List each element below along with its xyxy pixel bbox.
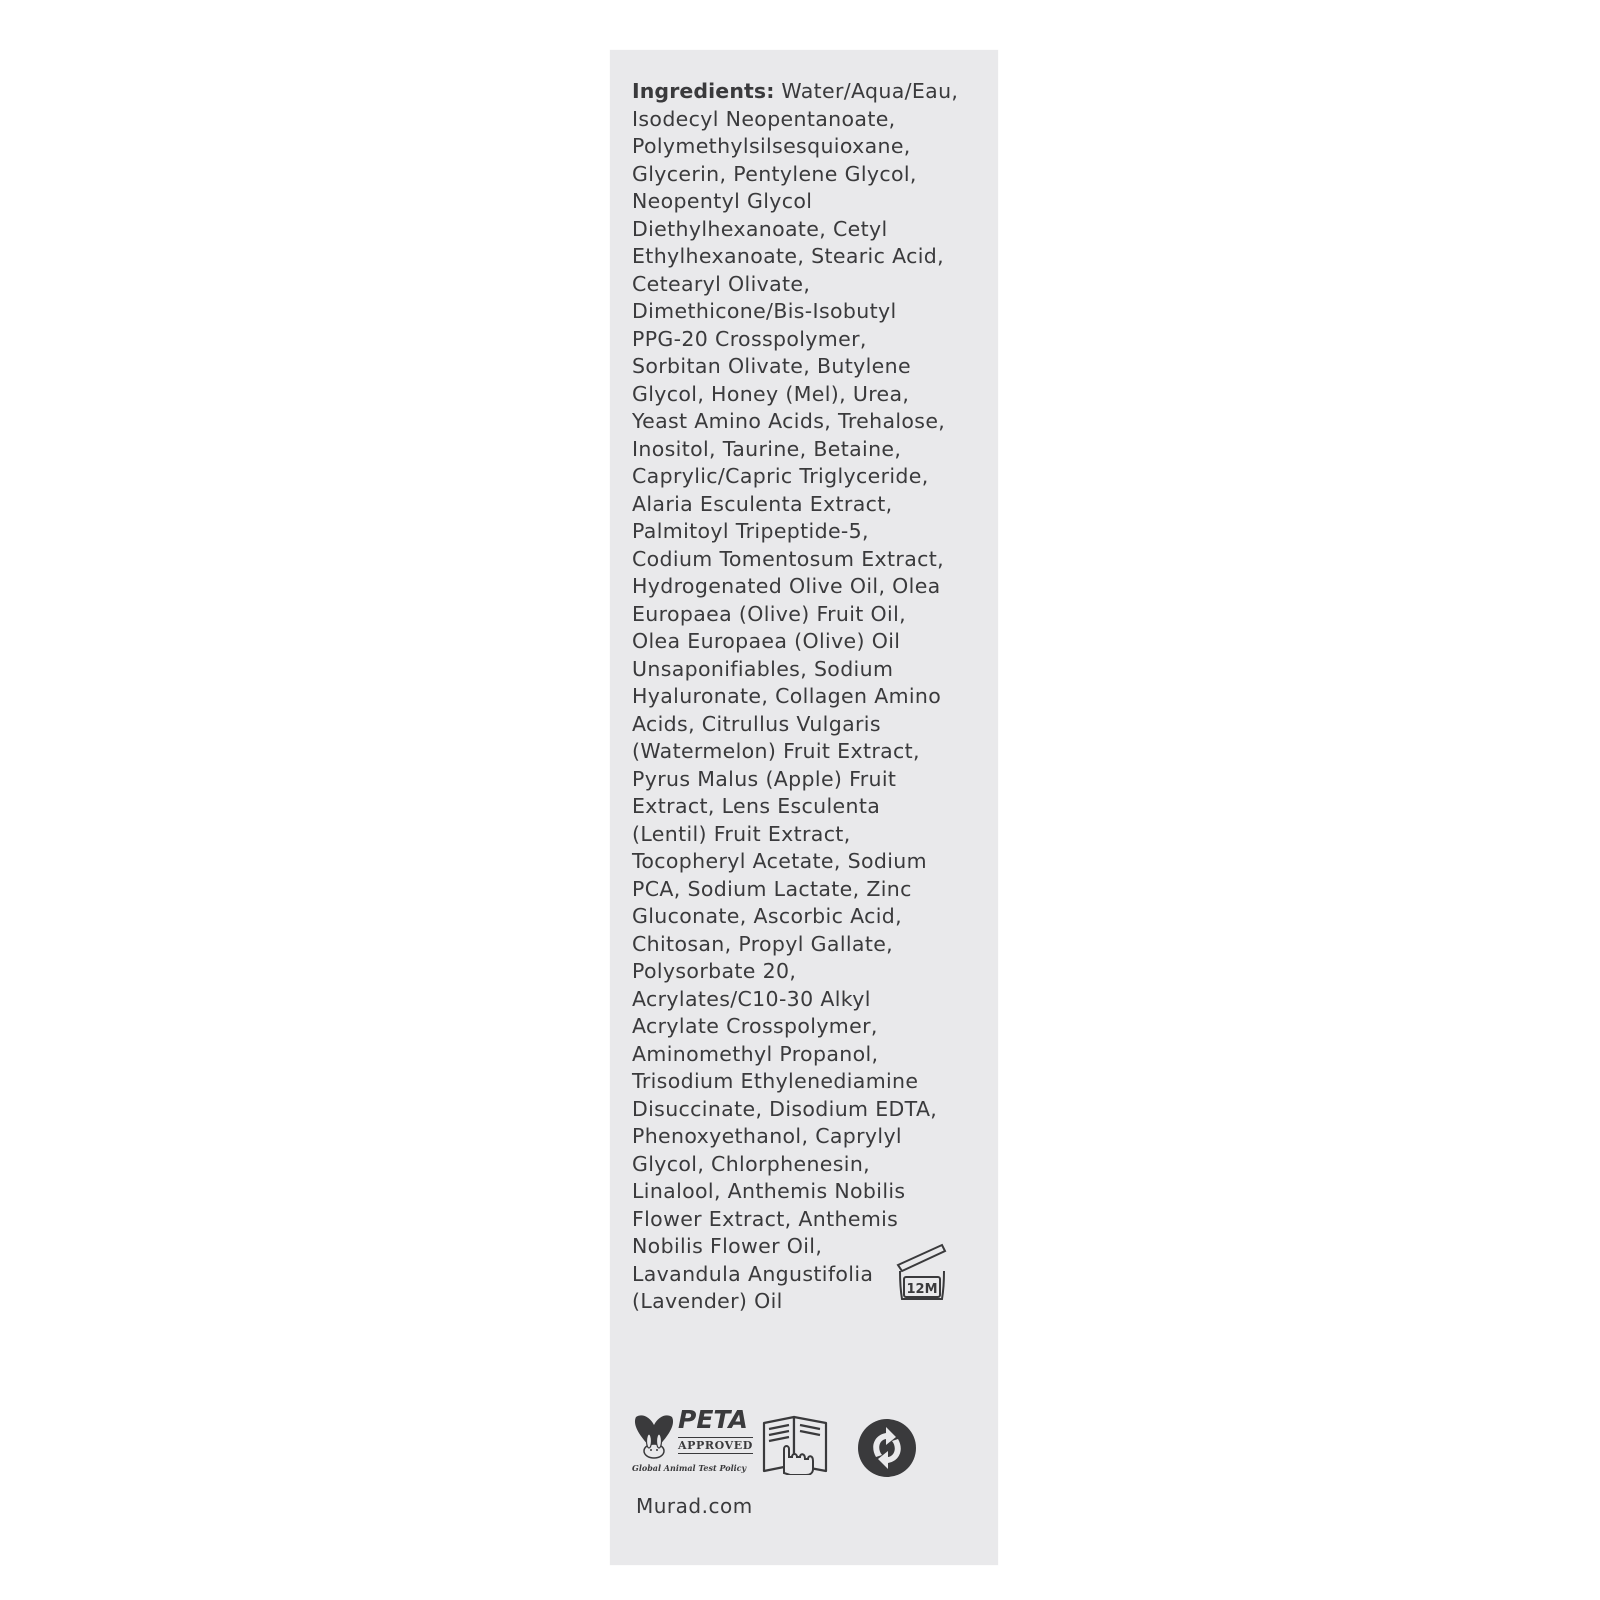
ingredients-line: Glycerin, Pentylene Glycol, bbox=[632, 161, 917, 186]
ingredients-line: Aminomethyl Propanol, bbox=[632, 1041, 879, 1066]
ingredients-line: Disuccinate, Disodium EDTA, bbox=[632, 1096, 938, 1121]
ingredients-line: Acids, Citrullus Vulgaris bbox=[632, 711, 881, 736]
pao-label: 12M bbox=[906, 1282, 938, 1297]
ingredients-line: Palmitoyl Tripeptide-5, bbox=[632, 519, 869, 543]
ingredients-line: PPG-20 Crosspolymer, bbox=[632, 326, 867, 351]
peta-approved: APPROVED bbox=[678, 1439, 753, 1452]
peta-wordmark: PETA bbox=[678, 1405, 748, 1434]
ingredients-line: Isodecyl Neopentanoate, bbox=[632, 106, 896, 131]
package-side-panel bbox=[610, 50, 998, 1565]
ingredients-line: Extract, Lens Esculenta bbox=[632, 794, 881, 818]
ingredients-list bbox=[632, 78, 982, 1316]
ingredients-line: Unsaponifiables, Sodium bbox=[632, 656, 894, 681]
open-jar-icon bbox=[892, 1241, 950, 1303]
certification-logos bbox=[632, 1405, 972, 1485]
ingredients-line: Yeast Amino Acids, Trehalose, bbox=[632, 409, 946, 433]
ingredients-line: Pyrus Malus (Apple) Fruit bbox=[632, 766, 897, 791]
ingredients-line: Glycol, Chlorphenesin, bbox=[632, 1151, 871, 1176]
peta-logo bbox=[632, 1405, 753, 1477]
ingredients-line: (Lavender) Oil bbox=[632, 1289, 783, 1313]
ingredients-line: Chitosan, Propyl Gallate, bbox=[632, 931, 894, 956]
ingredients-line: Flower Extract, Anthemis bbox=[632, 1206, 899, 1231]
ingredients-line: Lavandula Angustifolia bbox=[632, 1261, 874, 1286]
ingredients-line: PCA, Sodium Lactate, Zinc bbox=[632, 876, 912, 901]
ingredients-line: Sorbitan Olivate, Butylene bbox=[632, 354, 911, 378]
ingredients-line: Diethylhexanoate, Cetyl bbox=[632, 216, 888, 241]
ingredients-line: Nobilis Flower Oil, bbox=[632, 1234, 823, 1258]
ingredients-line: Hyaluronate, Collagen Amino bbox=[632, 684, 942, 708]
ingredients-line: Dimethicone/Bis-Isobutyl bbox=[632, 299, 897, 323]
brand-website: Murad.com bbox=[636, 1494, 753, 1518]
ingredients-line: Alaria Esculenta Extract, bbox=[632, 491, 893, 516]
ingredients-line: Caprylic/Capric Triglyceride, bbox=[632, 464, 929, 488]
ingredients-line: Polysorbate 20, bbox=[632, 959, 797, 983]
ingredients-line: Ingredients: Water/Aqua/Eau, bbox=[632, 79, 959, 103]
green-dot-recycle-icon bbox=[856, 1417, 918, 1479]
ingredients-label: Ingredients: bbox=[632, 79, 775, 103]
ingredients-line: Polymethylsilsesquioxane, bbox=[632, 134, 911, 158]
ingredients-line: Neopentyl Glycol bbox=[632, 189, 813, 213]
ingredients-line: Inositol, Taurine, Betaine, bbox=[632, 436, 902, 461]
ingredients-line: Cetearyl Olivate, bbox=[632, 271, 811, 296]
ingredients-line: Ethylhexanoate, Stearic Acid, bbox=[632, 244, 944, 268]
ingredients-line: Acrylates/C10-30 Alkyl bbox=[632, 986, 871, 1011]
ingredients-line: Trisodium Ethylenediamine bbox=[632, 1069, 919, 1093]
peta-policy: Global Animal Test Policy bbox=[632, 1463, 747, 1473]
ingredients-line: (Watermelon) Fruit Extract, bbox=[632, 739, 920, 763]
ingredients-line: Linalool, Anthemis Nobilis bbox=[632, 1179, 906, 1203]
bunny-heart-icon bbox=[632, 1411, 676, 1461]
ingredients-line: Tocopheryl Acetate, Sodium bbox=[632, 849, 927, 873]
ingredients-line: Europaea (Olive) Fruit Oil, bbox=[632, 601, 906, 626]
ingredients-line: Olea Europaea (Olive) Oil bbox=[632, 629, 901, 653]
read-leaflet-icon bbox=[760, 1413, 830, 1475]
ingredients-line: (Lentil) Fruit Extract, bbox=[632, 821, 851, 846]
ingredients-line: Acrylate Crosspolymer, bbox=[632, 1014, 878, 1038]
ingredients-line: Hydrogenated Olive Oil, Olea bbox=[632, 574, 941, 598]
ingredients-line: Glycol, Honey (Mel), Urea, bbox=[632, 381, 910, 406]
ingredients-line: Phenoxyethanol, Caprylyl bbox=[632, 1124, 902, 1148]
ingredients-line: Gluconate, Ascorbic Acid, bbox=[632, 904, 902, 928]
ingredients-line: Codium Tomentosum Extract, bbox=[632, 546, 944, 571]
